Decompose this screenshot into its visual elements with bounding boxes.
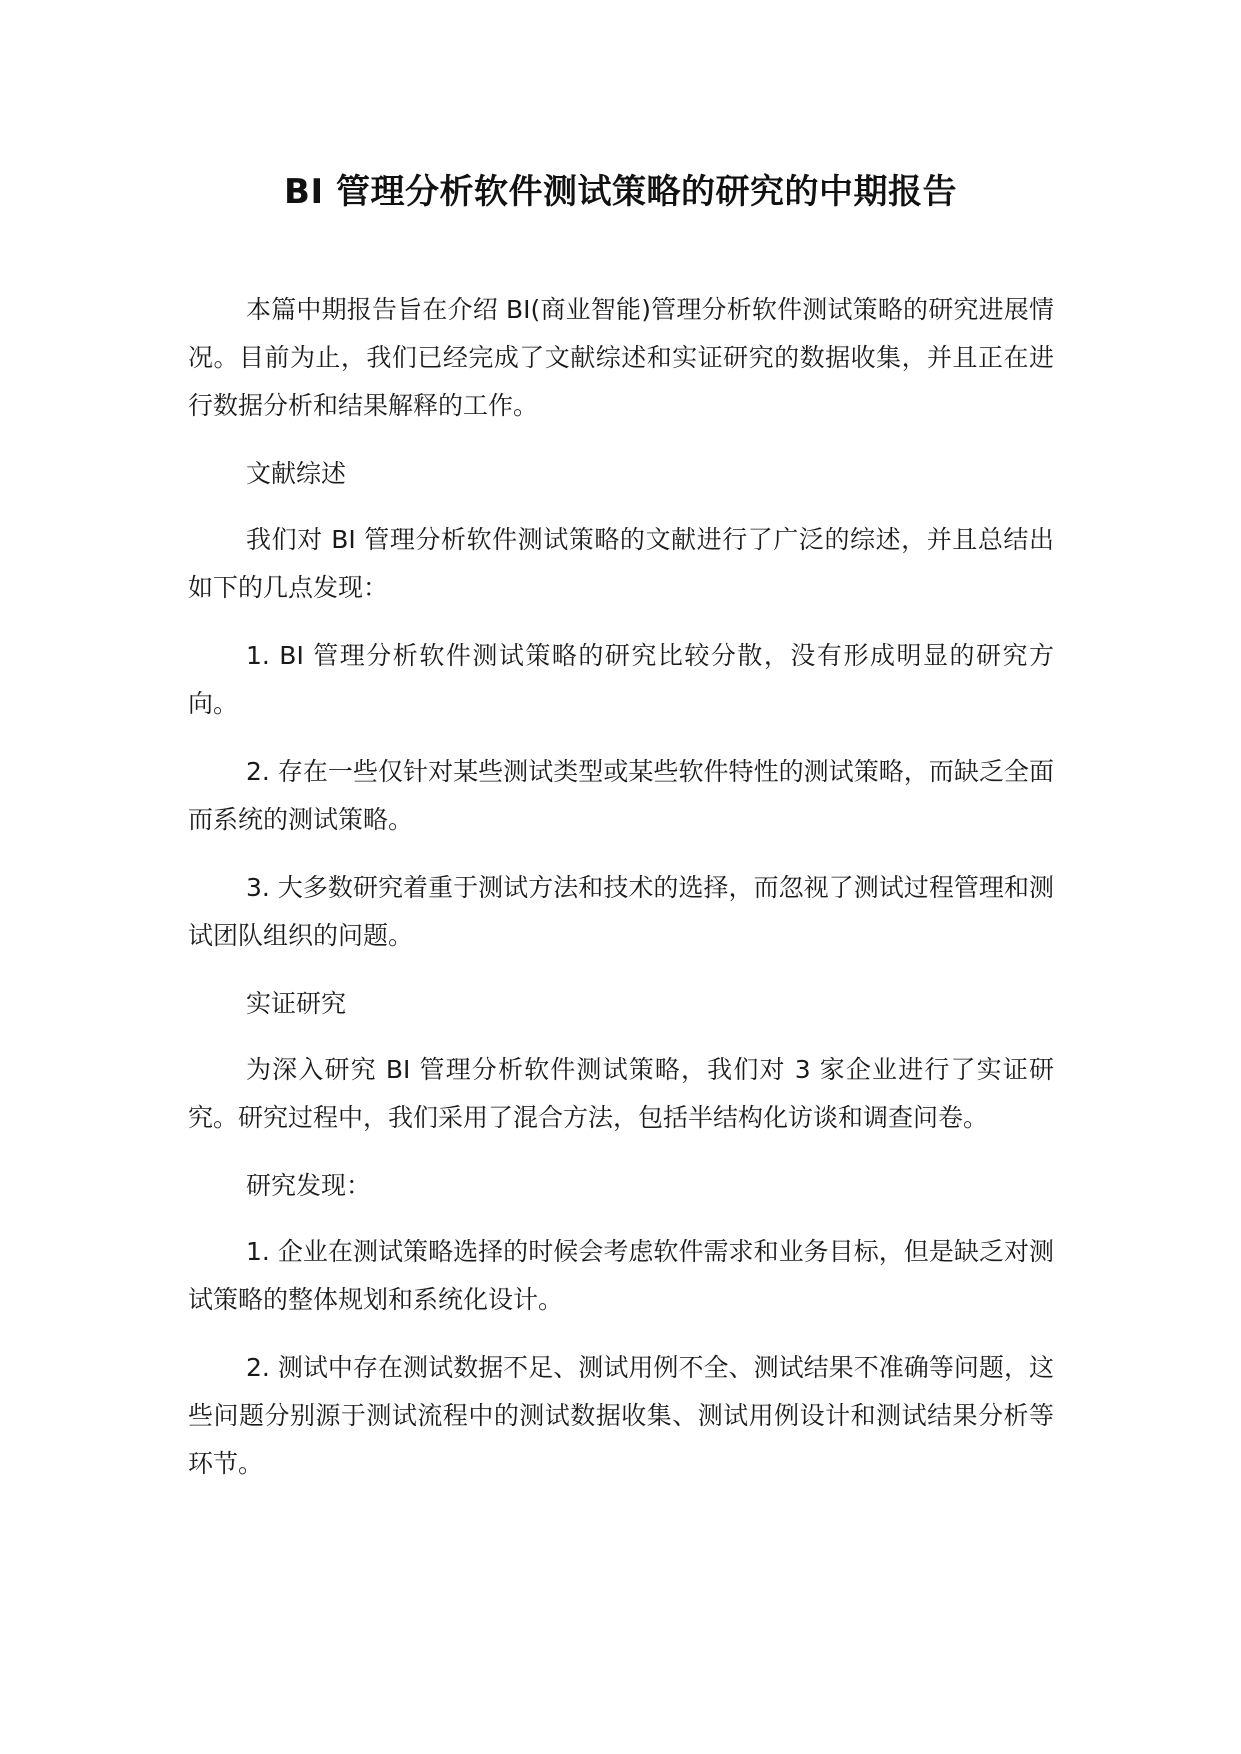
list-item-finding-2: 2. 存在一些仅针对某些测试类型或某些软件特性的测试策略，而缺乏全面而系统的测试策略。 (188, 757, 1054, 834)
document-title: BI 管理分析软件测试策略的研究的中期报告 (284, 172, 957, 212)
list-item-result-2: 2. 测试中存在测试数据不足、测试用例不全、测试结果不准确等问题，这些问题分别源于测试流程中的测试数据收集、测试用例设计和测试结果分析等环节。 (188, 1353, 1054, 1478)
paragraph-empirical-method: 为深入研究 BI 管理分析软件测试策略，我们对 3 家企业进行了实证研究。研究过程中，我们采用了混合方法，包括半结构化访谈和调查问卷。 (188, 1055, 1054, 1132)
list-item-result-1: 1. 企业在测试策略选择的时候会考虑软件需求和业务目标，但是缺乏对测试策略的整体规划和系统化设计。 (188, 1237, 1054, 1314)
paragraph-literature-summary: 我们对 BI 管理分析软件测试策略的文献进行了广泛的综述，并且总结出如下的几点发现： (188, 525, 1054, 602)
list-item-finding-1: 1. BI 管理分析软件测试策略的研究比较分散，没有形成明显的研究方向。 (188, 641, 1054, 718)
paragraph-intro: 本篇中期报告旨在介绍 BI(商业智能)管理分析软件测试策略的研究进展情况。目前为止，我们已经完成了文献综述和实证研究的数据收集，并且正在进行数据分析和结果解释的工作。 (188, 295, 1054, 420)
document-body (188, 286, 1054, 1508)
section-heading-findings: 研究发现： (246, 1171, 372, 1200)
section-heading-empirical-study: 实证研究 (246, 989, 347, 1018)
section-heading-literature-review: 文献综述 (246, 459, 347, 488)
list-item-finding-3: 3. 大多数研究着重于测试方法和技术的选择，而忽视了测试过程管理和测试团队组织的问题。 (188, 873, 1054, 950)
